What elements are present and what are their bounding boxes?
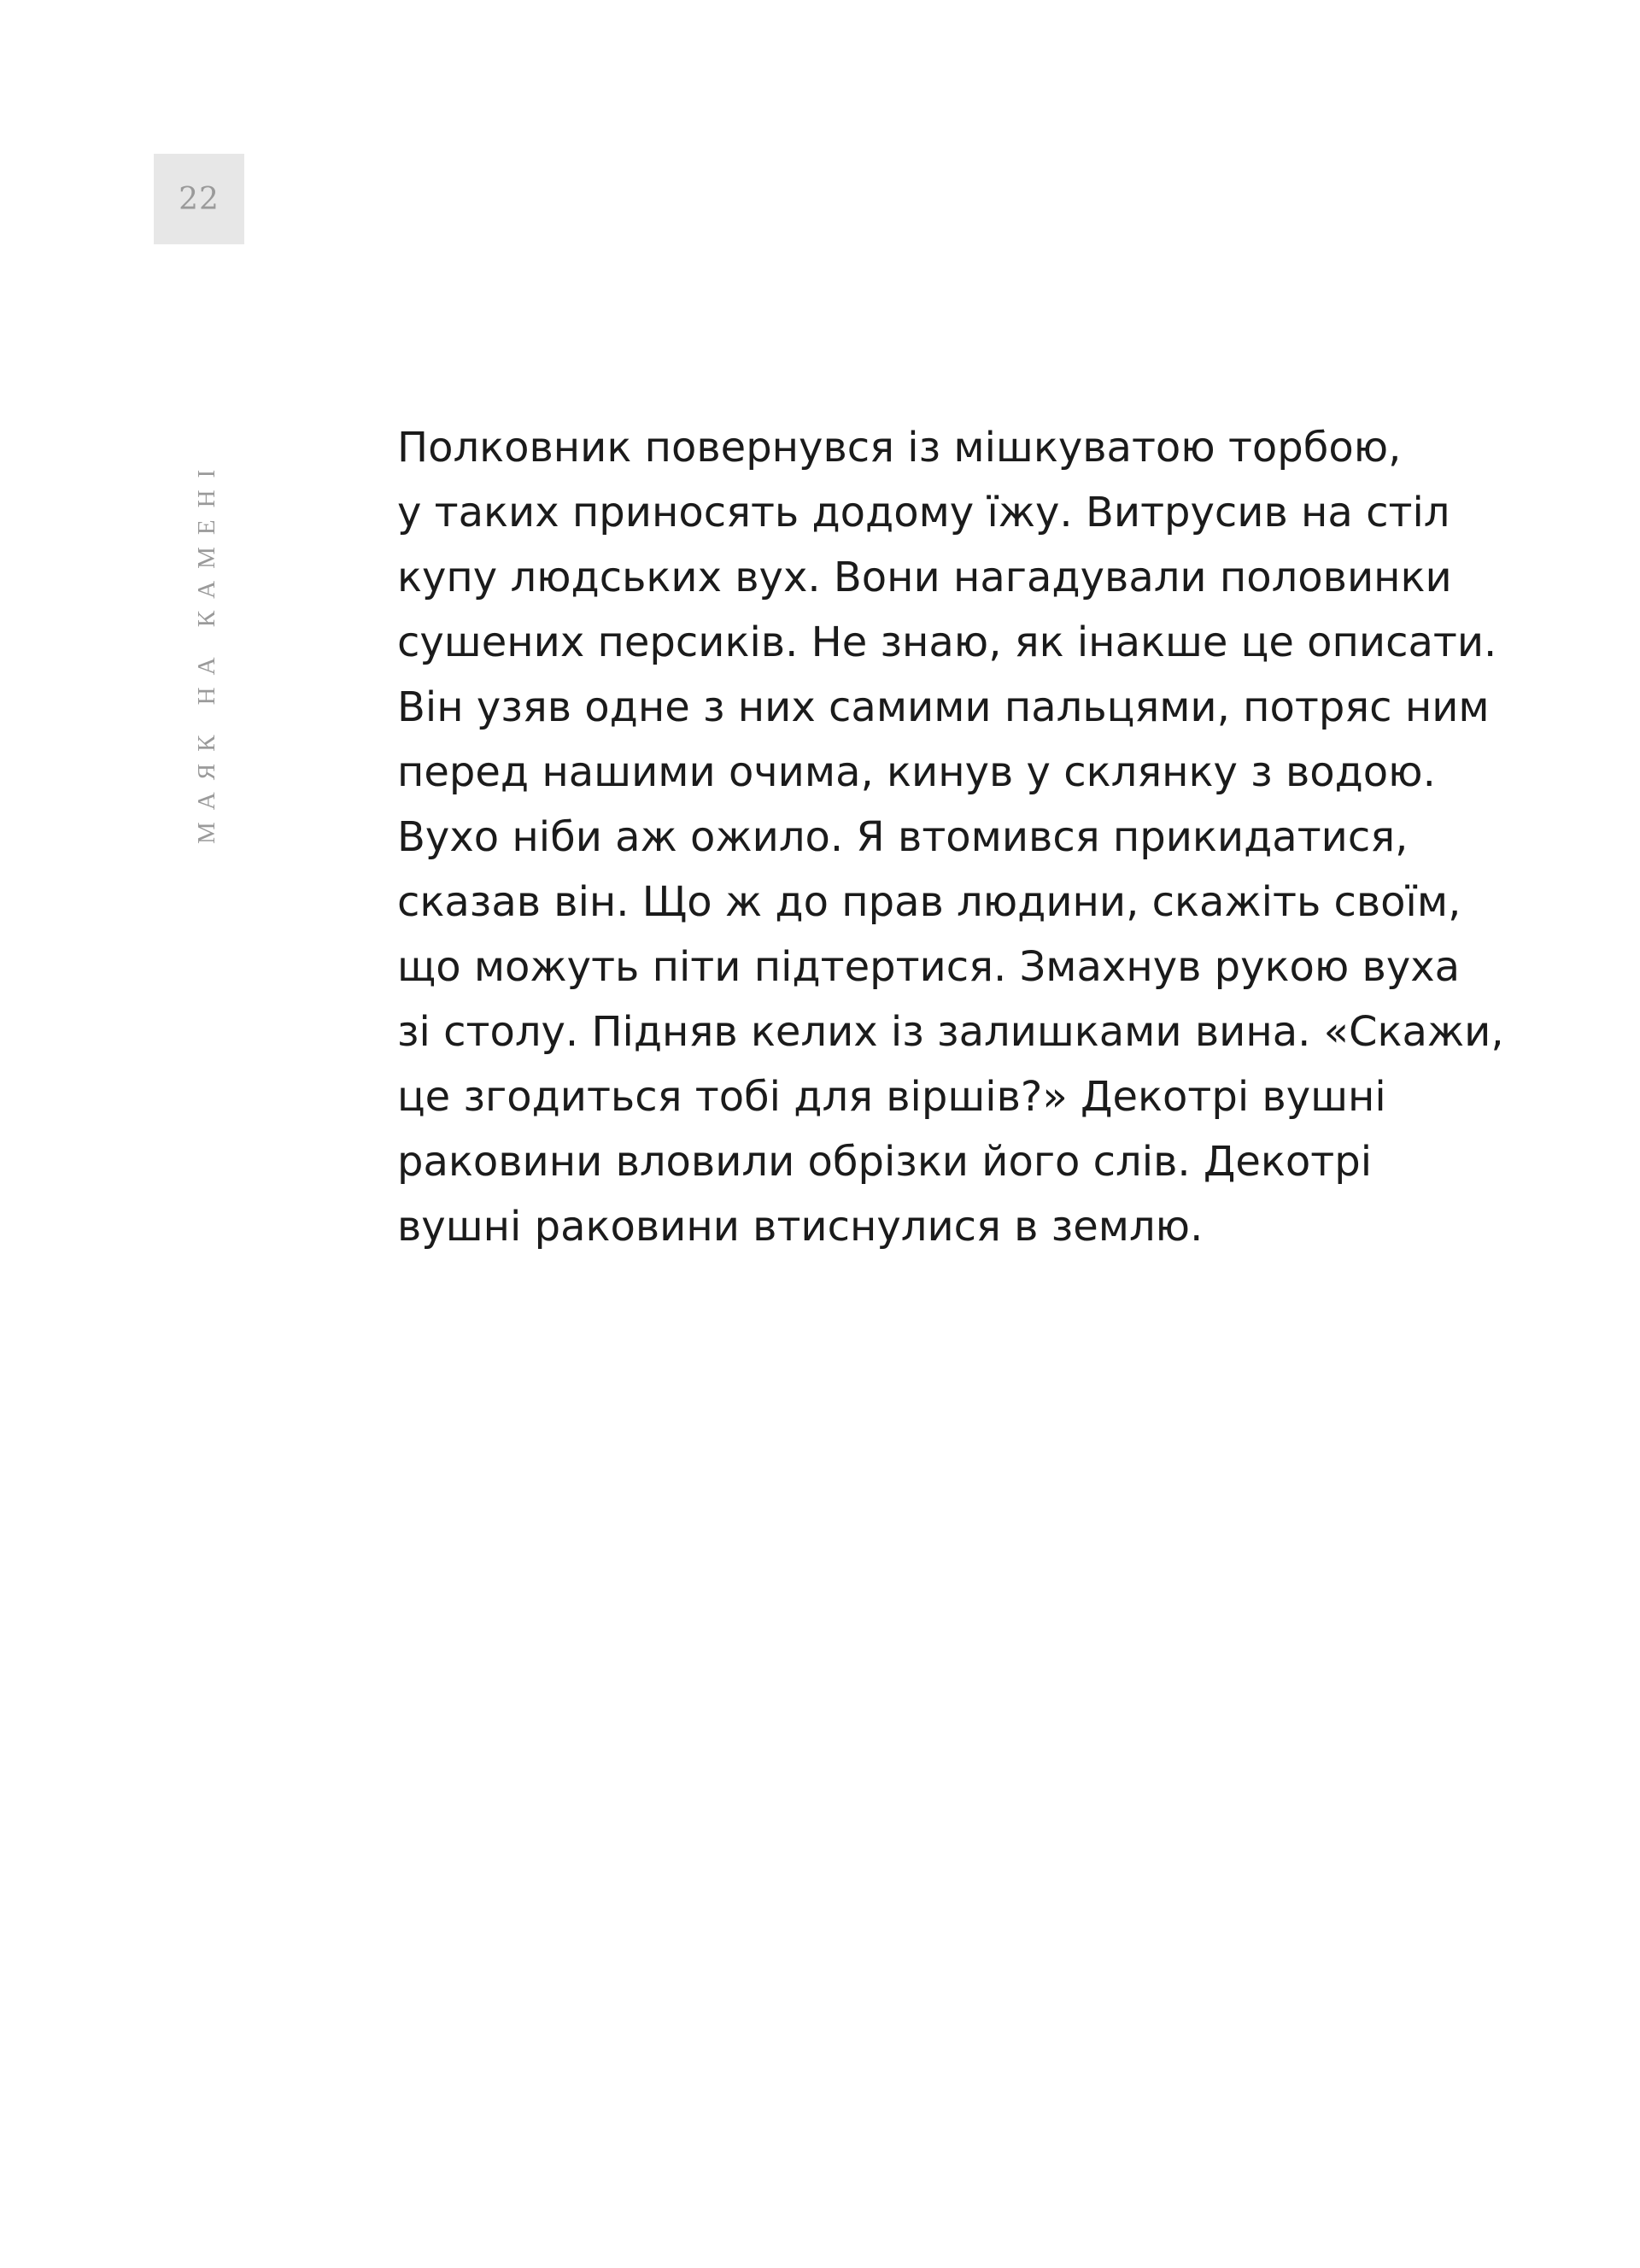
text-line: Полковник повернувся із мішкуватою торбою, [397, 424, 1402, 472]
running-title-container [181, 434, 232, 844]
text-line: Вухо ніби аж ожило. Я втомився прикидатися, [397, 813, 1409, 861]
text-line: що можуть піти підтертися. Змахнув рукою вуха [397, 943, 1461, 991]
page-number-box [154, 154, 244, 244]
text-line: зі столу. Підняв келих із залишками вина. «Скажи, [397, 1008, 1504, 1056]
page-number: 22 [179, 181, 220, 217]
text-line: перед нашими очима, кинув у склянку з водою. [397, 748, 1436, 796]
text-line: сказав він. Що ж до прав людини, скажіть своїм, [397, 878, 1461, 926]
text-line: раковини вловили обрізки його слів. Декотрі [397, 1138, 1373, 1186]
text-line: сушених персиків. Не знаю, як інакше це описати. [397, 618, 1497, 666]
text-line: у таких приносять додому їжу. Витрусив на стіл [397, 489, 1450, 536]
body-paragraph [397, 415, 1508, 1259]
text-line: це згодиться тобі для віршів?» Декотрі вушні [397, 1073, 1386, 1121]
text-line: купу людських вух. Вони нагадували половинки [397, 554, 1452, 601]
running-title: МАЯК НА КАМЕНІ [193, 457, 220, 844]
text-line: Він узяв одне з них самими пальцями, потряс ним [397, 683, 1490, 731]
text-line: вушні раковини втиснулися в землю. [397, 1203, 1204, 1251]
